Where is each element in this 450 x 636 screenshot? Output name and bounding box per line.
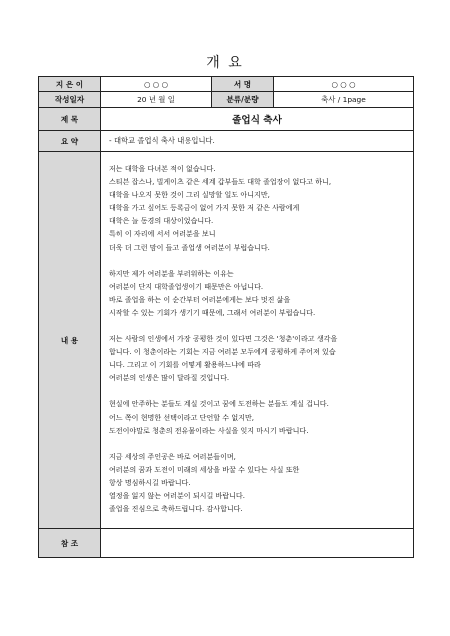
content-row [39,152,414,529]
content-line: 여러분의 인생은 많이 달라질 것입니다. [109,373,230,383]
subject-label: 제 목 [39,108,101,131]
subject-row [39,108,414,131]
author-row [39,77,414,92]
reference-label: 참 조 [39,529,101,558]
category-value: 축사 / 1page [274,92,414,108]
summary-form [38,76,413,558]
content-line: 대학을 가고 싶어도 등록금이 없어 가지 못한 저 같은 사람에게 [109,203,300,213]
summary-table [38,76,414,558]
date-row [39,92,414,108]
content-line: 대학을 나오지 못한 것이 그리 실망할 일도 아니지만, [109,190,270,200]
paragraph-gap [109,384,407,397]
reference-value [101,529,414,558]
content-line: 지금 세상의 주인공은 바로 여러분들이며, [109,451,236,461]
paragraph-gap [109,254,407,267]
paragraph-gap [109,437,407,450]
content-line: 저는 대학을 다녀본 적이 없습니다. [109,164,216,173]
content-line: 스티븐 잡스나, 빌게이츠 같은 세계 갑부들도 대학 졸업장이 없다고 하니, [109,177,332,187]
content-line: 더욱 더 그런 맘이 들고 졸업생 여러분이 부럽습니다. [109,242,270,252]
content-line: 대학은 늘 동경의 대상이었습니다. [109,216,214,226]
date-value: 20 년 월 일 [101,92,212,108]
reviewer-value: ○ ○ ○ [274,77,414,92]
content-line: 도전이야말로 청춘의 전유물이라는 사실을 잊지 마시기 바랍니다. [109,425,309,435]
content-line: 저는 사람의 인생에서 가장 공평한 것이 있다면 그것은 '청춘'이라고 생각을 [109,334,338,344]
content-label: 내 용 [39,152,101,529]
content-line: 시작할 수 있는 기회가 생기기 때문에, 그래서 여러분이 부럽습니다. [109,307,316,317]
content-body [101,152,414,529]
subject-value: 졸업식 축사 [101,108,414,131]
content-line: 합니다. 이 청춘이라는 기회는 지금 여러분 모두에게 공평하게 주어져 있습 [109,347,336,357]
summary-label: 요 약 [39,131,101,152]
date-label: 작성일자 [39,92,101,108]
summary-value: - 대학교 졸업식 축사 내용입니다. [101,131,414,152]
content-line: 바로 졸업을 하는 이 순간부터 여러분에게는 보다 멋진 삶을 [109,294,291,304]
content-line: 여러분이 단지 대학졸업생이기 때문만은 아닙니다. [109,281,264,291]
content-line: 항상 명심하시길 바랍니다. [109,477,191,487]
content-line: 여러분의 꿈과 도전이 미래의 세상을 바꿀 수 있다는 사실 또한 [109,464,300,474]
paragraph-gap [109,319,407,332]
content-line: 현실에 안주하는 분들도 계실 것이고 꿈에 도전하는 분들도 계실 겁니다. [109,399,329,409]
content-line: 니다. 그리고 이 기회를 어떻게 활용하느냐에 따라 [109,360,261,370]
document-title: 개 요 [206,55,244,71]
category-label: 분류/분량 [212,92,274,108]
reviewer-label: 서 명 [212,77,274,92]
author-label: 지 은 이 [39,77,101,92]
reference-row [39,529,414,558]
summary-row [39,131,414,152]
content-line: 어느 쪽이 현명한 선택이라고 단언할 수 없지만, [109,412,255,422]
content-line: 졸업을 진심으로 축하드립니다. 감사합니다. [109,504,243,514]
content-line: 하지만 제가 여러분을 부러워하는 이유는 [109,268,234,278]
content-line: 열정을 잃지 않는 여러분이 되시길 바랍니다. [109,490,245,500]
author-value: ○ ○ ○ [101,77,212,92]
content-line: 특히 이 자리에 서서 여러분을 보니 [109,229,216,239]
